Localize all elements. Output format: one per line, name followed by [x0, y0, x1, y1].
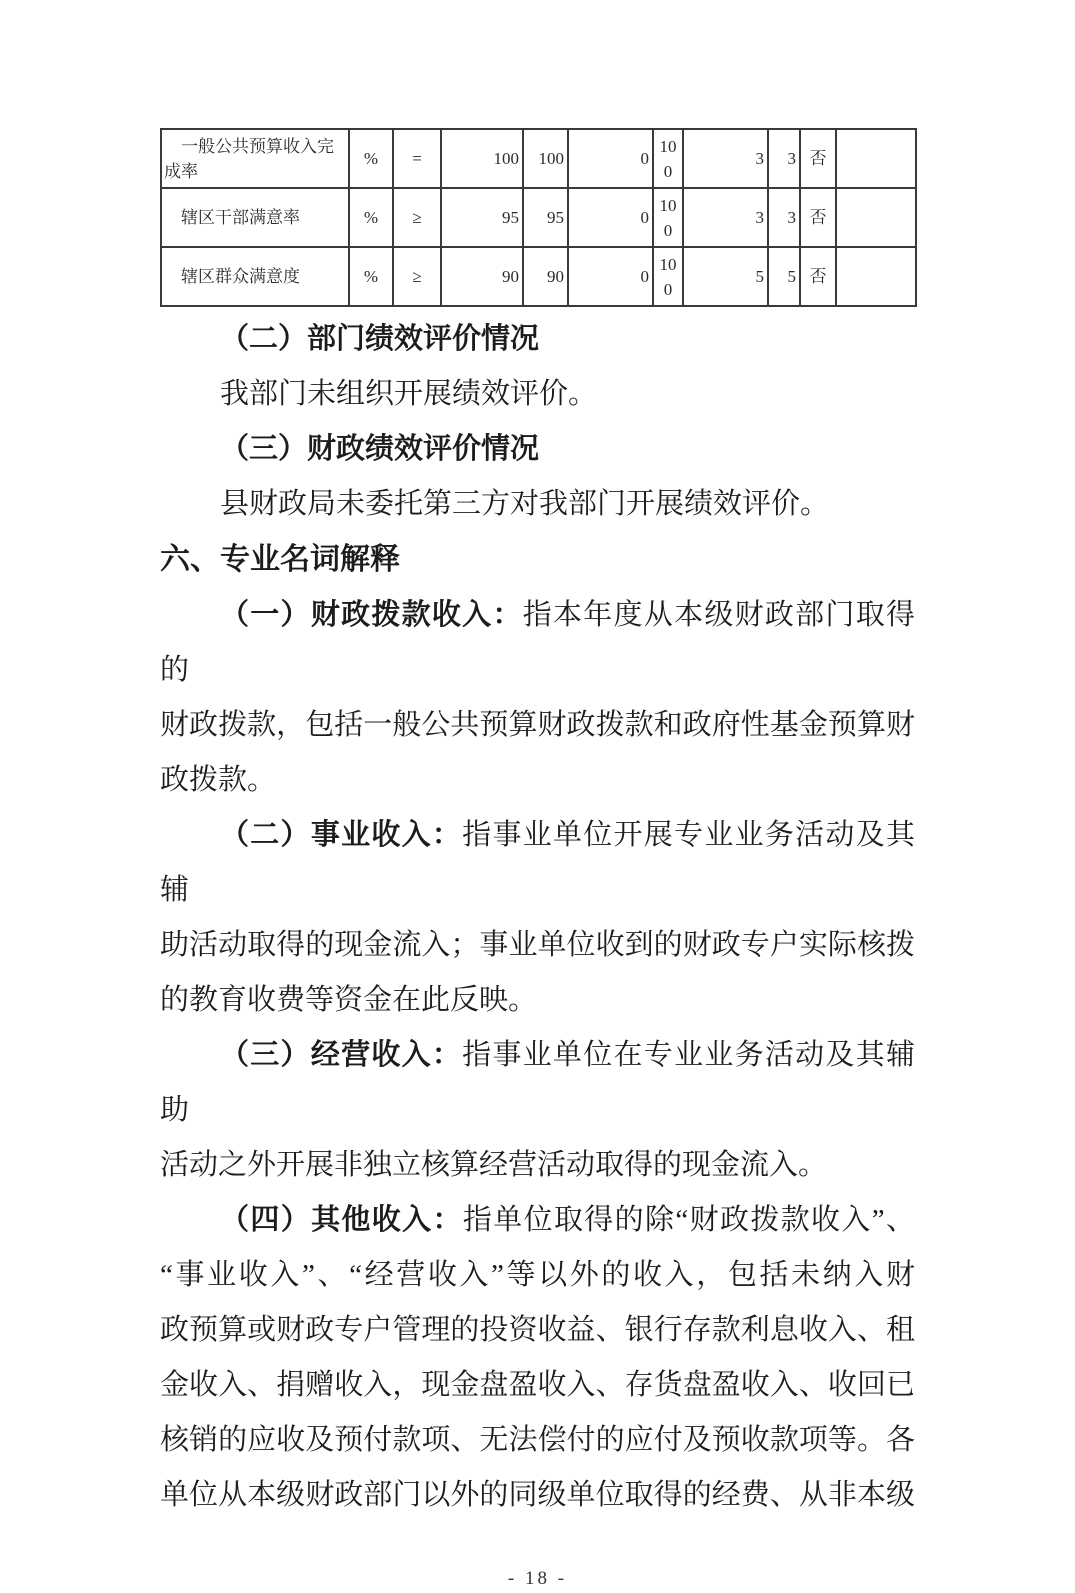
deviation-cell: 0 [568, 247, 653, 306]
paragraph-finance-evaluation: 县财政局未委托第三方对我部门开展绩效评价。 [220, 488, 830, 520]
score-cell: 3 [683, 188, 768, 247]
definition-term: （二）事业收入： [220, 819, 463, 851]
definition-other-income [160, 1193, 915, 1523]
unit-cell: % [349, 188, 393, 247]
weight-cell: 100 [653, 188, 683, 247]
self-score-cell: 3 [768, 188, 800, 247]
definition-term: （三）经营收入： [220, 1039, 463, 1071]
document-body [160, 312, 915, 1523]
adjustment-flag-cell: 否 [800, 188, 836, 247]
definition-text: 指事业单位开展专业业务活动及其辅 [160, 819, 915, 906]
definition-business-income [160, 1028, 915, 1193]
paragraph-line: 核销的应收及预付款项、无法偿付的应付及预收款项等。各 [160, 1424, 915, 1456]
definition-text: 指本年度从本级财政部门取得的 [160, 599, 915, 686]
paragraph-line [160, 1193, 915, 1248]
table-row [161, 188, 916, 247]
adjustment-flag-cell: 否 [800, 129, 836, 188]
definition-text: 指事业单位在专业业务活动及其辅助 [160, 1039, 915, 1126]
definition-term: （一）财政拨款收入： [220, 599, 523, 631]
definition-fiscal-appropriation-income [160, 588, 915, 808]
definition-text: 指单位取得的除“财政拨款收入”、 [462, 1204, 915, 1236]
indicator-name-cell: 辖区干部满意率 [161, 188, 349, 247]
page-number: - 18 - [507, 1568, 568, 1589]
paragraph-line: 助活动取得的现金流入；事业单位收到的财政专户实际核拨 [160, 929, 915, 961]
paragraph-line [160, 1028, 915, 1138]
paragraph-line [160, 588, 915, 698]
remark-cell [836, 247, 916, 306]
operator-cell: = [393, 129, 441, 188]
table-row [161, 129, 916, 188]
weight-cell: 100 [653, 129, 683, 188]
table-row [161, 247, 916, 306]
operator-cell: ≥ [393, 247, 441, 306]
self-score-cell: 5 [768, 247, 800, 306]
target-value-cell: 100 [441, 129, 523, 188]
score-cell: 3 [683, 129, 768, 188]
paragraph-dept-evaluation: 我部门未组织开展绩效评价。 [220, 378, 598, 410]
section-heading-dept-evaluation: （二）部门绩效评价情况 [220, 323, 540, 355]
paragraph-line: 单位从本级财政部门以外的同级单位取得的经费、从非本级 [160, 1479, 915, 1511]
weight-cell: 100 [653, 247, 683, 306]
score-cell: 5 [683, 247, 768, 306]
paragraph-line [160, 808, 915, 918]
operator-cell: ≥ [393, 188, 441, 247]
chapter-heading-terminology: 六、专业名词解释 [160, 543, 400, 576]
remark-cell [836, 188, 916, 247]
actual-value-cell: 90 [523, 247, 568, 306]
target-value-cell: 90 [441, 247, 523, 306]
indicator-name-cell: 一般公共预算收入完成率 [161, 129, 349, 188]
paragraph-line: 政拨款。 [160, 764, 277, 796]
actual-value-cell: 100 [523, 129, 568, 188]
actual-value-cell: 95 [523, 188, 568, 247]
self-score-cell: 3 [768, 129, 800, 188]
paragraph-line: 的教育收费等资金在此反映。 [160, 984, 538, 1016]
definition-term: （四）其他收入： [220, 1204, 463, 1236]
unit-cell: % [349, 247, 393, 306]
adjustment-flag-cell: 否 [800, 247, 836, 306]
paragraph-line: 财政拨款，包括一般公共预算财政拨款和政府性基金预算财 [160, 709, 915, 741]
paragraph-line: “事业收入”、“经营收入”等以外的收入，包括未纳入财 [160, 1259, 915, 1291]
indicator-name-cell: 辖区群众满意度 [161, 247, 349, 306]
paragraph-line: 活动之外开展非独立核算经营活动取得的现金流入。 [160, 1149, 828, 1181]
deviation-cell: 0 [568, 188, 653, 247]
definition-operating-income-institution [160, 808, 915, 1028]
section-heading-finance-evaluation: （三）财政绩效评价情况 [220, 433, 540, 465]
deviation-cell: 0 [568, 129, 653, 188]
performance-indicators-table [160, 128, 917, 307]
paragraph-line: 政预算或财政专户管理的投资收益、银行存款利息收入、租 [160, 1314, 915, 1346]
remark-cell [836, 129, 916, 188]
paragraph-line: 金收入、捐赠收入，现金盘盈收入、存货盘盈收入、收回已 [160, 1369, 915, 1401]
target-value-cell: 95 [441, 188, 523, 247]
unit-cell: % [349, 129, 393, 188]
